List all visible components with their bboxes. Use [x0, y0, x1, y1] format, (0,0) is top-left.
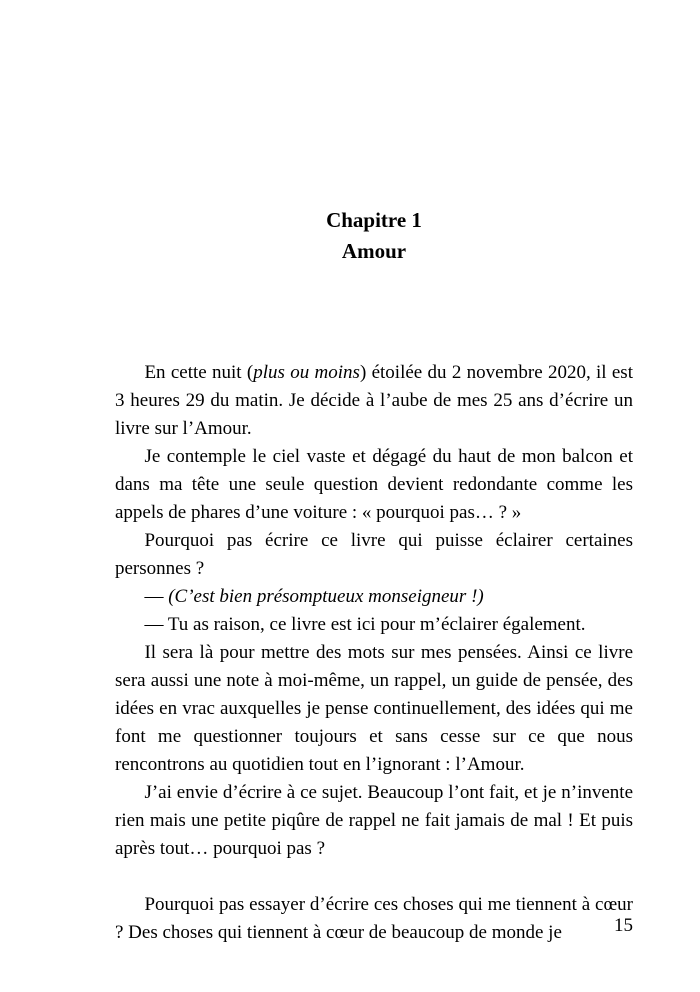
paragraph — [115, 639, 633, 779]
chapter-heading — [115, 0, 633, 267]
paragraph — [115, 779, 633, 863]
text-run: ) étoilée du 2 novembre 2020, il est 3 heures 29 du matin. Je décide à l’aube de mes 25 ans d’écrire un livre sur l’Amour. — [115, 362, 633, 439]
text-run: — — [144, 586, 169, 607]
italic-text-run: plus ou moins — [253, 362, 360, 383]
paragraph — [115, 359, 633, 443]
text-run: — Tu as raison, ce livre est ici pour m’éclairer également. — [144, 614, 586, 635]
paragraph — [115, 611, 633, 639]
page-number: 15 — [614, 915, 633, 936]
paragraph — [115, 583, 633, 611]
paragraph — [115, 443, 633, 527]
chapter-title: Amour — [341, 239, 407, 263]
text-run: Je contemple le ciel vaste et dégagé du haut de mon balcon et dans ma tête une seule question devient redondante comme les appels de phares d’une voiture : « pourquoi pas… ? » — [115, 446, 633, 523]
body-text — [115, 359, 633, 947]
paragraph — [115, 891, 633, 947]
italic-text-run: (C’est bien présomptueux monseigneur !) — [168, 586, 484, 607]
text-run: J’ai envie d’écrire à ce sujet. Beaucoup l’ont fait, et je n’invente rien mais une petite piqûre de rappel ne fait jamais de mal ! Et puis après tout… pourquoi pas ? — [115, 782, 633, 859]
text-run: Pourquoi pas écrire ce livre qui puisse éclairer certaines personnes ? — [115, 530, 633, 579]
book-page — [115, 0, 633, 992]
chapter-number: Chapitre 1 — [326, 208, 422, 232]
text-run: En cette nuit ( — [144, 362, 254, 383]
text-run: Il sera là pour mettre des mots sur mes pensées. Ainsi ce livre sera aussi une note à moi-même, un rappel, un guide de pensée, des idées en vrac auxquelles je pense continuellement, des idées qui me font me questionner toujours et sans cesse sur ce que nous rencontrons au quotidien tout en l’ignorant : l’Amour. — [115, 642, 633, 775]
text-run: Pourquoi pas essayer d’écrire ces choses qui me tiennent à cœur ? Des choses qui tiennent à cœur de beaucoup de monde je — [115, 894, 633, 943]
paragraph — [115, 527, 633, 583]
